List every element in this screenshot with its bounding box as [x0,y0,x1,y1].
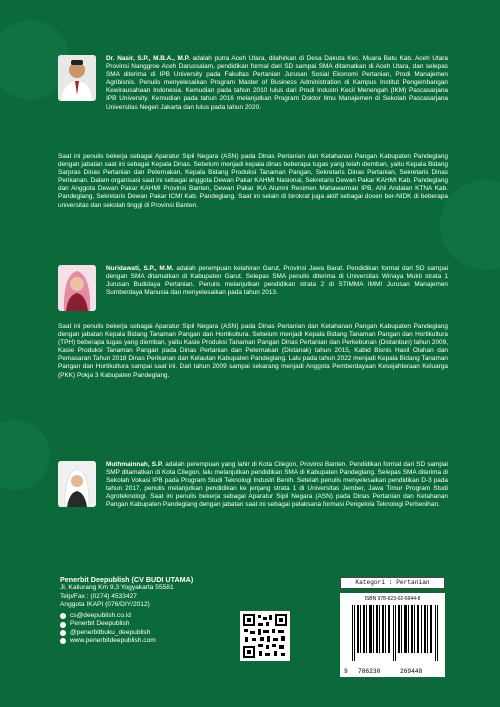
publisher-phone: Telp/Fax : (0274) 4533427 [60,592,137,600]
author-intro-text: adalah putra Aceh Utara, dilahirkan di Desa Dakuta Kec. Muara Batu Kab. Aceh Utara Provinsi Nanggroe Aceh Darussalam, pendidikan formal dari SD sampai SMA ditamatkan di Aceh Utara, dan selepas SMA diterima di IPB University pada Fakultas Pertanian Jurusan Sosial Ekonomi Pertanian, Prodi Manajemen Agribisnis. Penulis menyelesaikan Program Master of Business Administration di Kampus Institut Pengembangan Kewirausahaan Indonesia. Kemudian pada tahun 2010 lulus dari Prodi Industri Kecil Menengah (IKM) Pascasarjana IPB University. Kemudian pada tahun 2016 melanjutkan Program Doktor Ilmu Manajemen di Sekolah Pascasarjana Universitas Negeri Jakarta dan lulus pada tahun 2020. [106,55,449,111]
instagram-icon [60,630,66,636]
facebook-icon [60,622,66,628]
contact-website[interactable] [60,637,250,645]
background-pattern [0,420,50,490]
author-block-2 [58,265,448,315]
author-photo [58,265,96,311]
author-name: Nuridawati, S.P., M.M. [106,265,174,272]
contact-facebook[interactable] [60,620,250,628]
author-bio-intro [106,265,448,297]
contact-email[interactable] [60,612,250,620]
contact-text: www.penerbitdeepublish.com [70,637,156,645]
barcode [340,593,445,677]
publisher-info [60,576,250,645]
contact-instagram[interactable] [60,629,250,637]
barcode-digit-first: 9 [344,668,348,675]
background-pattern [440,180,500,270]
publisher-address: Jl. Kaliurang Km 9,3 Yogyakarta 55581 [60,584,174,592]
email-icon [60,613,66,619]
author-block-1 [58,55,448,155]
category-label: Kategori : Pertanian [340,577,445,589]
author-bio-intro [106,461,448,510]
isbn-barcode-box [340,577,445,675]
contact-text: Penerbit Deepublish [70,620,130,628]
author-bio-paragraph: Saat ini penulis bekerja sebagai Aparatur Sipil Negara (ASN) pada Dinas Pertanian dan Ketahanan Pangan Kabupaten Pandeglang dengan jabatan saat ini sebagai Kepala Dinas. Sebelum menjadi kepala dinas beberapa tugas yang telah diemban, yaitu Kepala Bidang Sarpras Dinas Pertanian dan Peternakan, Kepala Bidang Produksi Tanaman Pangan, Sekretaris Dinas Pertanian, Sekretaris Dinas Perikanan. Dalam organisasi saat ini sebagai anggota Dewan Pakar KAHMI Nasional, Sekretaris Dewan Pakar KAHMI Kab. Pandeglang dan Anggota Dewan Pakar KAHMI Provinsi Banten, Dewan Pakar IKA Alumni Resimen Mahawarman IPB, Ahli Andalan KTNA Kab. Pandeglang, Sekretaris Dewan Pakar ICMI Kab. Pandeglang. Saat ini selain di birokrat juga aktif sebagai dosen ber-NIDK di beberapa universitas dan sekolah tinggi di Provinsi Banten. [58,153,448,209]
barcode-bars [352,605,438,661]
author-name: Dr. Nasir, S.P., M.B.A., M.P. [106,55,190,62]
isbn-number: ISBN 978-623-02-6944-8 [364,596,421,602]
globe-icon [60,638,66,644]
barcode-digits-left: 786230 [358,668,381,675]
author-block-3 [58,461,448,551]
author-name: Muthmainnah, S.P. [106,461,164,468]
barcode-digits-right: 269448 [400,668,423,675]
qr-code [240,611,290,661]
author-photo [58,55,96,101]
author-photo [58,461,96,507]
publisher-name: Penerbit Deepublish (CV BUDI UTAMA) [60,575,194,584]
author-intro-text: adalah perempuan yang lahir di Kota Cilegon, Provinsi Banten. Pendidikan formal dari SD sampai SMP ditamatkan di Kota Cilegon, lalu melanjutkan pendidikan SMA di Kabupaten Pandeglang. Selepas SMA diterima di Sekolah Vokasi IPB pada Program Studi Teknologi Industri Benih. Setelah penulis menyelesaikan pendidikan D-3 pada tahun 2017, penulis melanjutkan pendidikan ke jenjang strata 1 di Universitas Jember, Jawa Timur Program Studi Agroteknologi. Saat ini penulis bekerja sebagai Aparatur Sipil Negara (ASN) pada Dinas Pertanian dan Ketahanan Pangan Kabupaten Pandeglang dengan jabatan saat ini sebagai pelaksana formasi Pengelola Teknologi Perbenihan. [106,461,448,509]
publisher-ikapi: Anggota IKAPI (076/DIY/2012) [60,600,150,608]
contact-text: cs@deepublish.co.id [70,612,131,620]
author-bio-paragraph: Saat ini penulis bekerja sebagai Aparatur Sipil Negara (ASN) pada Dinas Pertanian dan Ketahanan Pangan Kabupaten Pandeglang dengan jabatan Kepala Bidang Tanaman Pangan dan Hortikultura. Sebelum menjadi Kepala Bidang Tanaman Pangan dan Hortikultura (TPH) beberapa tugas yang diemban, yaitu Kasie Produksi Tanaman Pangan Dinas Pertanian dan Perkebunan (Distanbun) tahun 2009, Kasie Produksi Tanaman Pangan pada Dinas Pertanian dan Peternakan (Distanak) tahun 2015, Kabid Bisnis Hasil Olahan dan Pemasaran Tahun 2018 Dinas Perikanan dan Kelautan Kabupaten Pandeglang. Lalu pada tahun 2022 menjadi Kepala Bidang Tanaman Pangan dan Hortikultura sampai saat ini. Dari tahun 2009 sampai sekarang menjadi Anggota Pemberdayaan Kesejahteraan Keluarga (PKK) Pokja 3 Kabupaten Pandeglang. [58,323,448,379]
author-intro-text: adalah perempuan kelahiran Garut, Provinsi Jawa Barat. Pendidikan formal dari SD sampai dengan SMA ditamatkan di Kabupaten Garut. Selepas SMA penulis diterima di Universitas Winaya Mukti strata 1 Jurusan Budidaya Pertanian. Penulis melanjutkan pendidikan strata 2 di STIMMA IMMI Jurusan Manajemen Sumberdaya Manusia dan menyelesaikan pada tahun 2013. [106,265,448,297]
author-bio-intro [106,55,448,112]
contact-text: @penerbitbuku_deepublish [70,628,151,636]
